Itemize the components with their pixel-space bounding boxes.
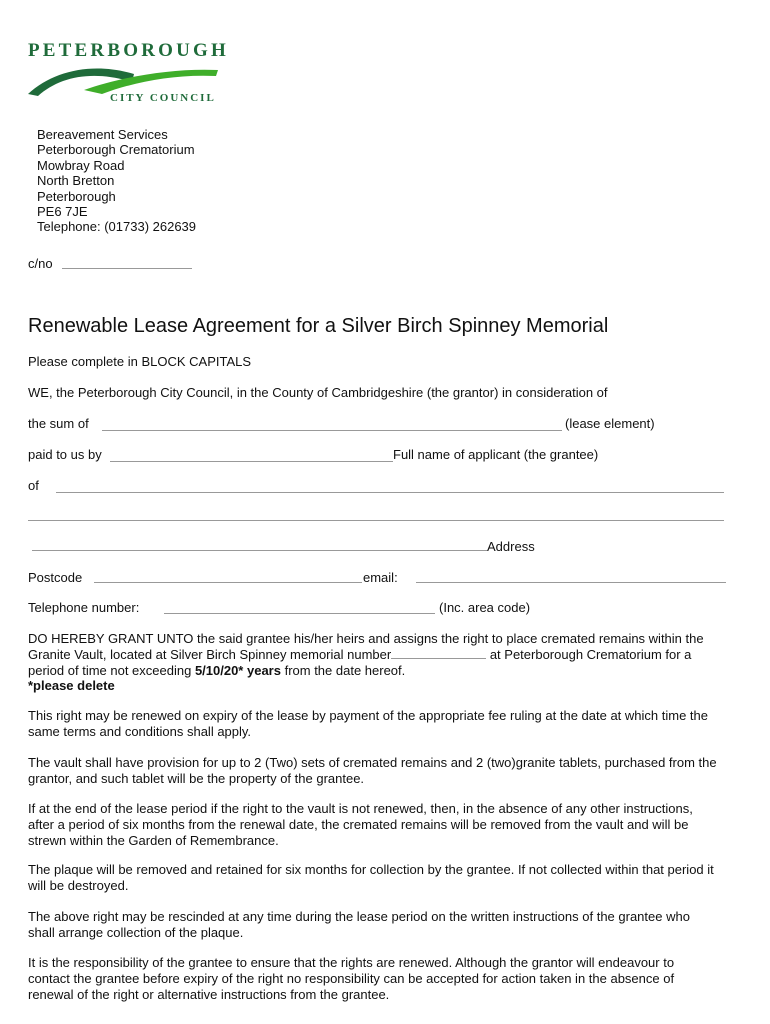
address-line: PE6 7JE [37, 204, 88, 220]
grant-text: DO HEREBY GRANT UNTO the said grantee his/her heirs and assigns the right to place cremated remains within the Granite Vault, located at Silver Birch Spinney memorial number [28, 631, 704, 662]
postcode-label: Postcode [28, 570, 83, 585]
of-label: of [28, 478, 39, 493]
sum-field[interactable] [102, 430, 562, 431]
sum-suffix: (lease element) [565, 416, 655, 431]
grantee-name-field[interactable] [110, 461, 393, 462]
intro-text: WE, the Peterborough City Council, in the County of Cambridgeshire (the grantor) in consideration of [28, 385, 608, 400]
address-suffix: Address [487, 539, 535, 554]
terms-paragraph: It is the responsibility of the grantee to ensure that the rights are renewed. Although the grantor will endeavour to contact the grantee before expiry of the right no responsibility can be accepted for action taken in the absence of renewal of the right or alternative instructions from the grantee. [28, 955, 675, 1002]
telephone-label: Telephone number: [28, 600, 140, 615]
address-field-line-1[interactable] [56, 492, 724, 493]
address-field-line-2[interactable] [28, 520, 724, 521]
terms-paragraph: The plaque will be removed and retained for six months for collection by the grantee. If not collected within that period it will be destroyed. [28, 862, 714, 893]
page-title: Renewable Lease Agreement for a Silver Birch Spinney Memorial [28, 315, 609, 337]
address-line: Peterborough Crematorium [37, 142, 195, 158]
terms-paragraph: The above right may be rescinded at any time during the lease period on the written instructions of the grantee who shall arrange collection of the plaque. [28, 909, 690, 940]
address-line: Peterborough [37, 188, 116, 204]
email-field[interactable] [416, 582, 726, 583]
address-line: North Bretton [37, 173, 115, 189]
paid-suffix: Full name of applicant (the grantee) [393, 447, 599, 462]
grant-paragraph [28, 631, 718, 694]
years-option: 5/10/20* years [194, 662, 281, 678]
delete-note: *please delete [28, 678, 115, 694]
logo-title: PETERBOROUGH [28, 40, 229, 61]
telephone-field[interactable] [164, 613, 435, 614]
instruction-text: Please complete in BLOCK CAPITALS [28, 354, 252, 369]
grant-text: at Peterborough Crematorium for a period of time not exceeding [28, 646, 692, 678]
cno-field[interactable] [62, 268, 192, 269]
terms-paragraph: If at the end of the lease period if the right to the vault is not renewed, then, in the absence of any other instructions, after a period of six months from the renewal date, the cremated remains will be removed from the vault and will be strewn within the Garden of Remembrance. [28, 801, 693, 848]
sum-label: the sum of [28, 416, 89, 431]
telephone-suffix: (Inc. area code) [439, 600, 531, 615]
sender-address [37, 127, 196, 235]
email-label: email: [363, 570, 398, 585]
grant-text: from the date hereof. [280, 662, 406, 678]
address-line: Bereavement Services [37, 127, 168, 142]
address-line: Mowbray Road [37, 157, 125, 173]
address-line: Telephone: (01733) 262639 [37, 219, 197, 235]
postcode-field[interactable] [94, 582, 362, 583]
terms-paragraph: The vault shall have provision for up to 2 (Two) sets of cremated remains and 2 (two)granite tablets, purchased from the grantor, and such tablet will be the property of the grantee. [28, 755, 717, 786]
memorial-number-field[interactable] [391, 648, 486, 659]
address-field-line-3[interactable] [32, 550, 487, 551]
logo-subtitle: CITY COUNCIL [110, 92, 216, 104]
paid-label: paid to us by [28, 447, 102, 462]
cno-label: c/no [28, 256, 53, 271]
terms-paragraph: This right may be renewed on expiry of the lease by payment of the appropriate fee ruling at the date at which time the same terms and conditions shall apply. [28, 708, 708, 739]
